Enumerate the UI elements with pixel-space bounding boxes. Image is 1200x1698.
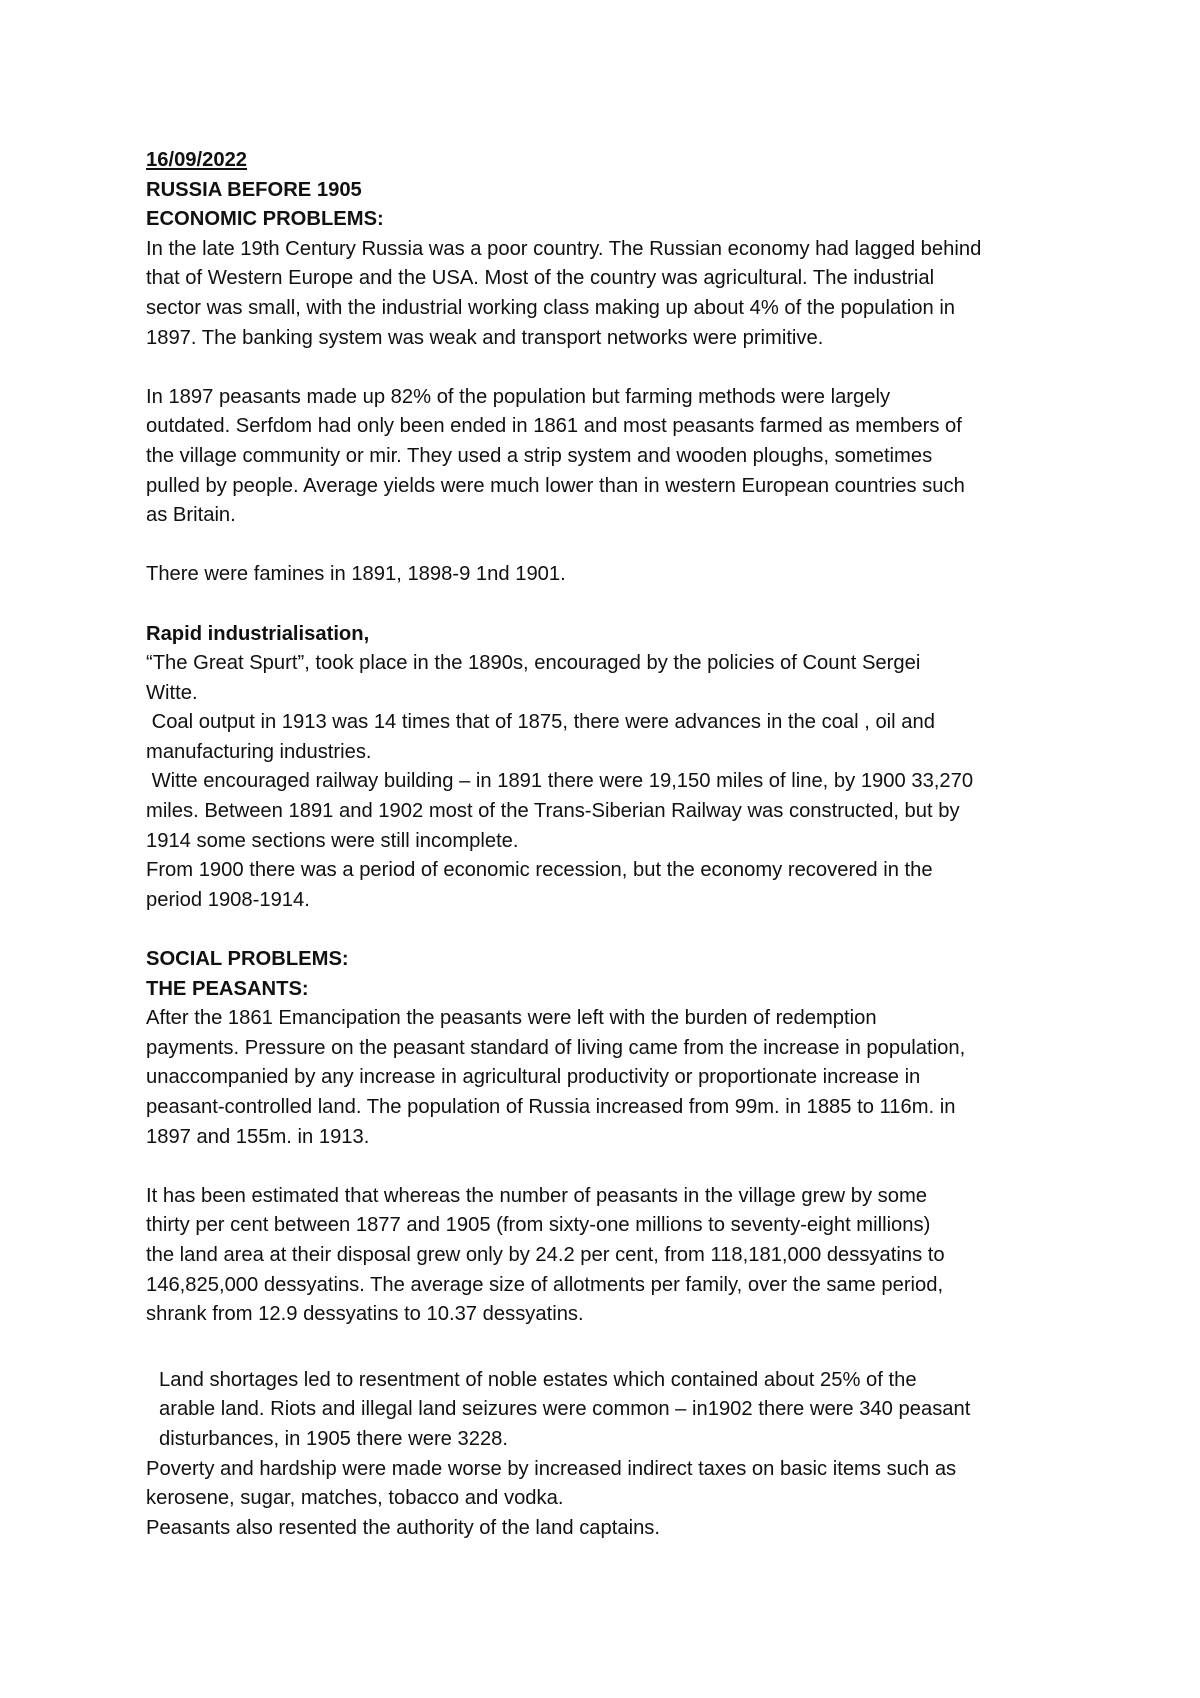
- economic-paragraph-2: [146, 383, 1086, 531]
- text-line: “The Great Spurt”, took place in the 1890s, encouraged by the policies of Count Sergei: [146, 652, 921, 675]
- text-line: peasant-controlled land. The population of Russia increased from 99m. in 1885 to 116m. in: [146, 1096, 956, 1118]
- text-line: 1914 some sections were still incomplete.: [146, 829, 519, 852]
- text-line: period 1908-1914.: [146, 888, 310, 911]
- text-line: arable land. Riots and illegal land seizures were common – in1902 there were 340 peasant: [159, 1398, 971, 1421]
- text-line: miles. Between 1891 and 1902 most of the Trans-Siberian Railway was constructed, but by: [146, 800, 960, 823]
- social-heading: SOCIAL PROBLEMS:: [146, 948, 349, 971]
- recession-paragraph: [146, 856, 1086, 915]
- text-line: Witte.: [146, 681, 198, 704]
- text-line: payments. Pressure on the peasant standard of living came from the increase in population,: [146, 1036, 966, 1059]
- text-line: sector was small, with the industrial working class making up about 4% of the population in: [146, 296, 956, 319]
- paragraph-spacer: [146, 531, 1086, 561]
- text-line: that of Western Europe and the USA. Most of the country was agricultural. The industrial: [146, 267, 935, 290]
- great-spurt-paragraph: [146, 649, 1086, 708]
- paragraph-spacer: [146, 590, 1086, 620]
- text-line: After the 1861 Emancipation the peasants were left with the burden of redemption: [146, 1007, 877, 1030]
- document-page: [146, 146, 1086, 1543]
- paragraph-spacer: [146, 353, 1086, 383]
- document-date: 16/09/2022: [146, 149, 248, 171]
- text-line: From 1900 there was a period of economic recession, but the economy recovered in the: [146, 859, 933, 882]
- text-line: 1897 and 155m. in 1913.: [146, 1125, 370, 1148]
- text-line: pulled by people. Average yields were much lower than in western European countries such: [146, 474, 965, 497]
- text-line: the land area at their disposal grew only by 24.2 per cent, from 118,181,000 dessyatins to: [146, 1243, 945, 1266]
- text-line: Land shortages led to resentment of noble estates which contained about 25% of the: [159, 1368, 917, 1391]
- text-line: manufacturing industries.: [146, 740, 372, 763]
- text-line: 146,825,000 dessyatins. The average size of allotments per family, over the same period,: [146, 1273, 944, 1296]
- text-line: Witte encouraged railway building – in 1891 there were 19,150 miles of line, by 1900 33,270: [146, 770, 974, 793]
- text-line: thirty per cent between 1877 and 1905 (from sixty-one millions to seventy-eight millions): [146, 1214, 931, 1237]
- peasants-heading: THE PEASANTS:: [146, 977, 309, 1000]
- famines-line: There were famines in 1891, 1898-9 1nd 1901.: [146, 563, 566, 586]
- coal-output-paragraph: [146, 708, 1086, 767]
- paragraph-spacer: [146, 1152, 1086, 1182]
- text-line: unaccompanied by any increase in agricultural productivity or proportionate increase in: [146, 1066, 921, 1089]
- text-line: disturbances, in 1905 there were 3228.: [159, 1427, 509, 1450]
- text-line: shrank from 12.9 dessyatins to 10.37 dessyatins.: [146, 1303, 584, 1326]
- economic-paragraph-1: [146, 235, 1086, 353]
- text-line: It has been estimated that whereas the number of peasants in the village grew by some: [146, 1184, 928, 1207]
- industrialisation-heading: Rapid industrialisation,: [146, 622, 370, 645]
- text-line: Poverty and hardship were made worse by increased indirect taxes on basic items such as: [146, 1457, 957, 1480]
- emancipation-paragraph: [146, 1004, 1086, 1152]
- text-line: 1897. The banking system was weak and transport networks were primitive.: [146, 326, 824, 349]
- text-line: as Britain.: [146, 504, 236, 527]
- text-line: kerosene, sugar, matches, tobacco and vodka.: [146, 1487, 564, 1510]
- land-shortages-paragraph: [146, 1366, 1086, 1455]
- text-line: outdated. Serfdom had only been ended in 1861 and most peasants farmed as members of: [146, 415, 962, 438]
- paragraph-spacer: [146, 1330, 1086, 1366]
- poverty-paragraph: [146, 1455, 1086, 1514]
- text-line: the village community or mir. They used a strip system and wooden ploughs, sometimes: [146, 444, 933, 467]
- document-title: RUSSIA BEFORE 1905: [146, 178, 362, 201]
- economic-heading: ECONOMIC PROBLEMS:: [146, 208, 384, 231]
- railway-paragraph: [146, 767, 1086, 856]
- paragraph-spacer: [146, 915, 1086, 945]
- land-captains-line: Peasants also resented the authority of the land captains.: [146, 1516, 660, 1539]
- text-line: In 1897 peasants made up 82% of the population but farming methods were largely: [146, 385, 891, 408]
- land-estimate-paragraph: [146, 1182, 1086, 1330]
- text-line: Coal output in 1913 was 14 times that of 1875, there were advances in the coal , oil and: [146, 711, 935, 734]
- text-line: In the late 19th Century Russia was a poor country. The Russian economy had lagged behind: [146, 237, 982, 260]
